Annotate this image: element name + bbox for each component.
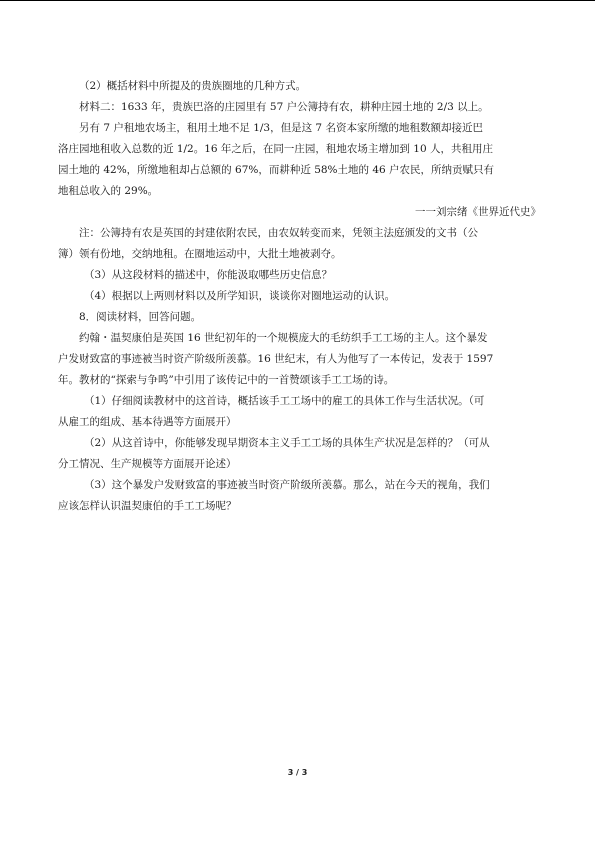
page-number: 3 / 3: [287, 768, 308, 777]
question-3-prompt: （3）从这段材料的描述中，你能汲取哪些历史信息？: [84, 269, 333, 281]
question-8-heading: 8．阅读材料，回答问题。: [79, 311, 202, 323]
material-2-line-1: 材料二：1633 年，贵族巴洛的庄园里有 57 户公簿持有农，耕种庄园土地的 2/3 以上。: [79, 101, 489, 113]
page-top-rule: [0, 0, 595, 1]
sub-question-2-line-2: 分工情况、生产规模等方面展开论述）: [58, 458, 237, 470]
material-2-line-4: 园土地的 42%，所缴地租却占总额的 67%，而耕种近 58%土地的 46 户农民，所纳贡赋只有: [58, 164, 495, 176]
material-2-line-3: 洛庄园地租收入总数的近 1/2。16 年之后，在同一庄园，租地农场主增加到 10 人，共租用庄: [58, 143, 493, 155]
material-8-line-1: 约翰・温契康伯是英国 16 世纪初年的一个规模庞大的毛纺织手工工场的主人。这个暴发: [79, 332, 488, 344]
material-2-line-5: 地租总收入的 29%。: [58, 185, 159, 197]
sub-question-3-line-1: （3）这个暴发户发财致富的事迹被当时资产阶级所羡慕。那么，站在今天的视角，我们: [84, 479, 490, 491]
note-line-1: 注：公簿持有农是英国的封建依附农民，由农奴转变而来，凭领主法庭颁发的文书（公: [79, 227, 478, 239]
material-8-line-3: 年。教材的“探索与争鸣”中引用了该传记中的一首赞颂该手工工场的诗。: [58, 374, 395, 386]
material-2-source: 一一刘宗绪《世界近代史》: [415, 206, 541, 218]
material-8-line-2: 户发财致富的事迹被当时资产阶级所羡慕。16 世纪末，有人为他写了一本传记，发表于 1597: [58, 353, 494, 365]
document-body: [58, 76, 543, 517]
note-line-2: 簿）领有份地，交纳地租。在圈地运动中，大批土地被剥夺。: [58, 248, 342, 260]
material-2-line-2: 另有 7 户租地农场主，租用土地不足 1/3，但是这 7 名资本家所缴的地租数额却接近巴: [79, 122, 483, 134]
sub-question-1-line-1: （1）仔细阅读教材中的这首诗，概括该手工工场中的雇工的具体工作与生活状况。（可: [84, 395, 485, 407]
question-4-prompt: （4）根据以上两则材料以及所学知识，谈谈你对圈地运动的认识。: [84, 290, 396, 302]
sub-question-1-line-2: 从雇工的组成、基本待遇等方面展开）: [58, 416, 237, 428]
sub-question-2-line-1: （2）从这首诗中，你能够发现早期资本主义手工工场的具体生产状况是怎样的？（可从: [84, 437, 490, 449]
sub-question-3-line-2: 应该怎样认识温契康伯的手工工场呢？: [58, 500, 237, 512]
question-2-prompt: （2）概括材料中所提及的贵族圈地的几种方式。: [79, 80, 307, 92]
